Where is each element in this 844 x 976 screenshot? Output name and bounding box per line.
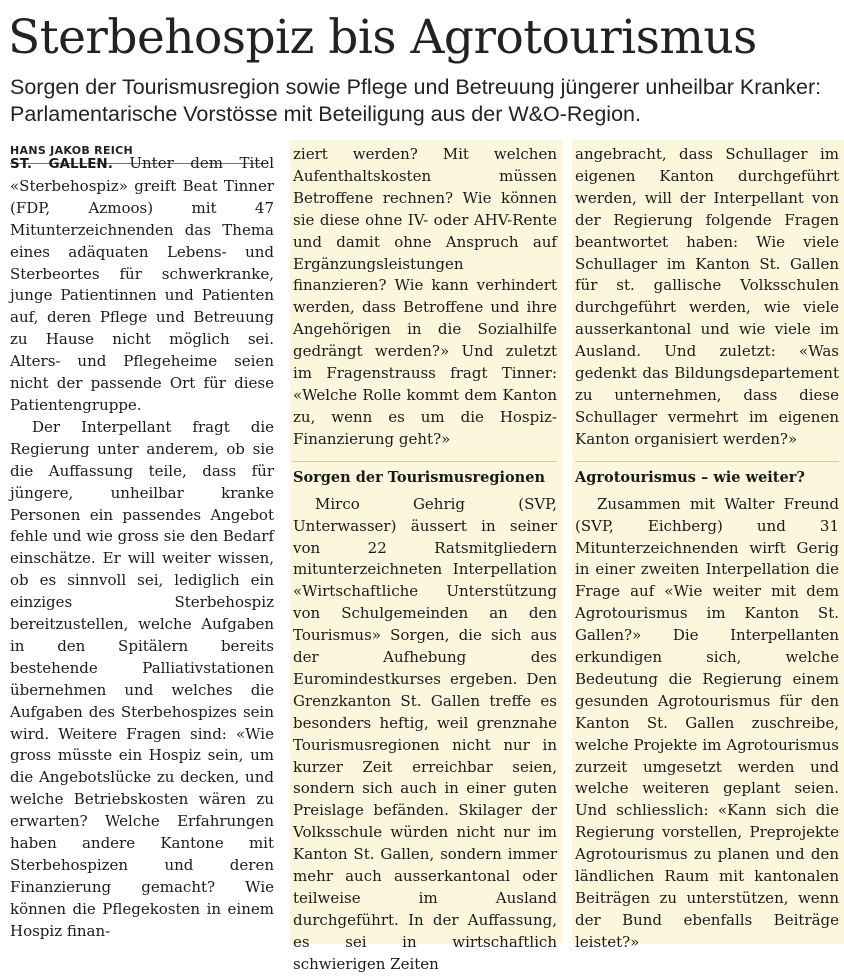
paragraph-intro [10,153,274,417]
subheadline: Sorgen der Tourismusregion sowie Pflege und Betreuung jüngerer unheilbar Kranker: Parlamentarische Vorstösse mit Beteiligung aus der W&O-Region. [10,75,822,126]
paragraph-hospiz-questions: ziert werden? Mit welchen Aufenthaltskosten müssen Betroffene rechnen? Wie können sie diese ohne IV- oder AHV-Rente und damit ohne Anspruch auf Ergänzungsleistungen finanzieren? Wie kann verhindert werden, dass Betroffene und ihre Angehörigen in die Sozialhilfe gedrängt werden?» Und zuletzt im Fragenstrauss fragt Tinner: «Welche Rolle kommt dem Kanton zu, wenn es um die Hospiz-Finanzierung geht?» [293,145,557,448]
column-1 [10,153,274,943]
section-title-tourismus: Sorgen der Tourismusregionen [293,461,557,488]
byline: HANS JAKOB REICH [10,141,268,164]
dateline: ST. GALLEN. [10,156,113,172]
column-3-box [572,140,844,951]
paragraph-agrotourismus: Zusammen mit Walter Freund (SVP, Eichberg) und 31 Mitunterzeichnenden wirft Gerig in einer zweiten Interpellation die Frage auf «Wie weiter mit dem Agrotourismus im Kanton St. Gallen?» Die Interpellanten erkundigen sich, welche Bedeutung die Regierung einem gesunden Agrotourismus für den Kanton St. Gallen zuschreibe, welche Projekte im Agrotourismus zurzeit umgesetzt werden und welche weiteren geplant seien. Und schliesslich: «Kann sich die Regierung vorstellen, Preprojekte Agrotourismus zu planen und den ländlichen Raum mit kantonalen Beiträgen zu unterstützen, wenn der Bund ebenfalls Beiträge leistet?» [575,494,839,951]
paragraph-schullager: angebracht, dass Schullager im eigenen Kanton durchgeführt werden, will der Interpellant von der Regierung folgende Fragen beantwortet haben: Wie viele Schullager im Kanton St. Gallen für st. gallische Volksschulen durchgeführt werden, wie viele ausserkantonal und wie viele im Ausland. Und zuletzt: «Was gedenkt das Bildungsdepartement zu unternehmen, dass diese Schullager vermehrt im eigenen Kanton organisiert werden?» [575,145,839,448]
paragraph-interpellant: Der Interpellant fragt die Regierung unter anderem, ob sie die Auffassung teile, dass für jüngere, unheilbar kranke Personen ein passendes Angebot fehle und wie gross sie den Bedarf einschätze. Er will weiter wissen, ob es sinnvoll sei, lediglich ein einziges Sterbehospiz bereitzustellen, welche Aufgaben in den Spitälern bereits bestehende Palliativstationen übernehmen und welches die Aufgaben des Sterbehospizes sein wird. Weitere Fragen sind: «Wie gross müsste ein Hospiz sein, um die Angebotslücke zu decken, und welche Betriebskosten wären zu erwarten? Welche Erfahrungen haben andere Kantone mit Sterbehospizen und deren Finanzierung gemacht? Wie können die Pflegekosten in einem Hospiz finan- [10,417,274,940]
section-title-agrotourismus: Agrotourismus – wie weiter? [575,461,839,488]
paragraph-tourismus: Mirco Gehrig (SVP, Unterwasser) äussert in seiner von 22 Ratsmitgliedern mitunterzeichneten Interpellation «Wirtschaftliche Unterstützung von Schulgemeinden an den Tourismus» Sorgen, die sich aus der Aufhebung des Euromindestkurses ergeben. Den Grenzkanton St. Gallen treffe es besonders heftig, weil grenznahe Tourismusregionen nicht nur in kurzer Zeit erreichbar seien, sondern sich auch in einer guten Preislage befänden. Skilager der Volksschule würden nicht nur im Kanton St. Gallen, sondern immer mehr auch ausserkantonal oder teilweise im Ausland durchgeführt. In der Auffassung, es sei in wirtschaftlich schwierigen Zeiten [293,494,557,973]
column-2-box [290,140,563,973]
intro-text: Unter dem Titel «Sterbehospiz» greift Beat Tinner (FDP, Azmoos) mit 47 Mitunterzeichnenden das Thema eines adäquaten Lebens- und Sterbeortes für schwerkranke, junge Patientinnen und Patienten auf, deren Pflege und Betreuung zu Hause nicht möglich sei. Alters- und Pflegeheime seien nicht der passende Ort für diese Patientengruppe. [10,154,275,414]
headline: Sterbehospiz bis Agrotourismus [8,10,757,65]
